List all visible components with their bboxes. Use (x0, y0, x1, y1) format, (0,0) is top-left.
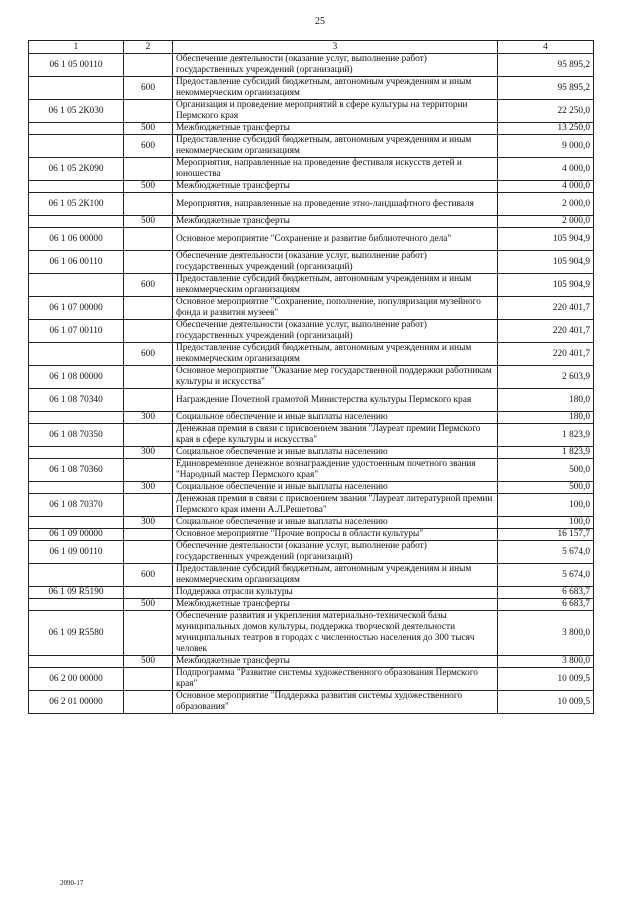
cell-amount: 500,0 (498, 459, 594, 482)
table-row (29, 482, 594, 494)
cell-amount: 5 674,0 (498, 541, 594, 564)
cell-amount: 1 823,9 (498, 424, 594, 447)
cell-expense-type (124, 459, 173, 482)
cell-amount: 220 401,7 (498, 297, 594, 320)
cell-code: 06 1 06 00110 (29, 251, 124, 274)
cell-expense-type (124, 494, 173, 517)
table-row (29, 274, 594, 297)
table-row (29, 611, 594, 656)
cell-code: 06 1 06 00000 (29, 228, 124, 251)
cell-name: Обеспечение развития и укрепления материально-технической базы муниципальных домов культуры, поддержка творческой деятельности муниципальных театров в городах с численностью населения до 300 тысяч человек (173, 611, 498, 656)
cell-name: Обеспечение деятельности (оказание услуг, выполнение работ) государственных учреждений (организаций) (173, 54, 498, 77)
cell-name: Межбюджетные трансферты (173, 599, 498, 611)
cell-name: Межбюджетные трансферты (173, 216, 498, 228)
table-row (29, 656, 594, 668)
cell-name: Основное мероприятие "Сохранение, пополнение, популяризация музейного фонда и развития музеев" (173, 297, 498, 320)
cell-name: Награждение Почетной грамотой Министерства культуры Пермского края (173, 389, 498, 412)
cell-amount: 9 000,0 (498, 135, 594, 158)
cell-amount: 500,0 (498, 482, 594, 494)
cell-expense-type: 600 (124, 343, 173, 366)
cell-name: Подпрограмма "Развитие системы художественного образования Пермского края" (173, 668, 498, 691)
cell-code: 06 1 05 2К100 (29, 193, 124, 216)
cell-code (29, 77, 124, 100)
cell-name: Организация и проведение мероприятий в сфере культуры на территории Пермского края (173, 100, 498, 123)
cell-expense-type: 300 (124, 412, 173, 424)
cell-code (29, 274, 124, 297)
cell-expense-type (124, 251, 173, 274)
cell-name: Основное мероприятие "Прочие вопросы в области культуры" (173, 529, 498, 541)
cell-expense-type (124, 297, 173, 320)
cell-expense-type: 600 (124, 564, 173, 587)
cell-expense-type (124, 366, 173, 389)
cell-amount: 2 000,0 (498, 216, 594, 228)
cell-code (29, 656, 124, 668)
footer-code: 2090-17 (60, 879, 84, 887)
table-row (29, 691, 594, 714)
table-row (29, 541, 594, 564)
cell-name: Обеспечение деятельности (оказание услуг, выполнение работ) государственных учреждений (организаций) (173, 541, 498, 564)
cell-name: Денежная премия в связи с присвоением звания "Лауреат премии Пермского края в сфере культуры и искусства" (173, 424, 498, 447)
cell-expense-type (124, 320, 173, 343)
cell-code: 06 1 07 00000 (29, 297, 124, 320)
cell-expense-type: 500 (124, 656, 173, 668)
table-row (29, 459, 594, 482)
cell-amount: 10 009,5 (498, 668, 594, 691)
cell-amount: 6 683,7 (498, 587, 594, 599)
cell-code (29, 216, 124, 228)
table-row (29, 517, 594, 529)
table-header-row (29, 41, 594, 54)
cell-amount: 180,0 (498, 389, 594, 412)
cell-name: Социальное обеспечение и иные выплаты населению (173, 482, 498, 494)
cell-amount: 1 823,9 (498, 447, 594, 459)
cell-expense-type (124, 389, 173, 412)
cell-amount: 3 800,0 (498, 611, 594, 656)
cell-name: Предоставление субсидий бюджетным, автономным учреждениям и иным некоммерческим организациям (173, 343, 498, 366)
cell-amount: 180,0 (498, 412, 594, 424)
cell-name: Мероприятия, направленные на проведение этно-ландшафтного фестиваля (173, 193, 498, 216)
cell-code: 06 1 08 70360 (29, 459, 124, 482)
cell-code (29, 564, 124, 587)
cell-amount: 95 895,2 (498, 77, 594, 100)
table-row (29, 320, 594, 343)
table-row (29, 297, 594, 320)
cell-amount: 95 895,2 (498, 54, 594, 77)
cell-amount: 5 674,0 (498, 564, 594, 587)
table-row (29, 181, 594, 193)
cell-expense-type: 300 (124, 517, 173, 529)
cell-code: 06 1 05 2К030 (29, 100, 124, 123)
table-row (29, 389, 594, 412)
cell-amount: 105 904,9 (498, 274, 594, 297)
cell-name: Мероприятия, направленные на проведение фестиваля искусств детей и юношества (173, 158, 498, 181)
cell-code: 06 1 09 00000 (29, 529, 124, 541)
cell-code: 06 1 08 70340 (29, 389, 124, 412)
table-row (29, 587, 594, 599)
table-row (29, 193, 594, 216)
budget-table (28, 40, 594, 714)
cell-expense-type (124, 611, 173, 656)
table-row (29, 668, 594, 691)
table-row (29, 366, 594, 389)
cell-amount: 100,0 (498, 517, 594, 529)
cell-amount: 3 800,0 (498, 656, 594, 668)
cell-expense-type (124, 100, 173, 123)
cell-expense-type (124, 54, 173, 77)
cell-name: Обеспечение деятельности (оказание услуг, выполнение работ) государственных учреждений (организаций) (173, 251, 498, 274)
cell-amount: 10 009,5 (498, 691, 594, 714)
cell-expense-type: 300 (124, 482, 173, 494)
table-row (29, 599, 594, 611)
cell-code: 06 1 05 2К090 (29, 158, 124, 181)
cell-expense-type: 600 (124, 77, 173, 100)
cell-expense-type: 500 (124, 123, 173, 135)
cell-amount: 220 401,7 (498, 320, 594, 343)
table-row (29, 123, 594, 135)
header-col-4: 4 (498, 41, 594, 54)
cell-name: Социальное обеспечение и иные выплаты населению (173, 517, 498, 529)
cell-name: Предоставление субсидий бюджетным, автономным учреждениям и иным некоммерческим организациям (173, 564, 498, 587)
table-row (29, 228, 594, 251)
page-number: 25 (315, 16, 325, 27)
cell-code: 06 1 07 00110 (29, 320, 124, 343)
cell-code (29, 123, 124, 135)
cell-name: Межбюджетные трансферты (173, 181, 498, 193)
cell-amount: 4 000,0 (498, 158, 594, 181)
table-row (29, 447, 594, 459)
cell-name: Денежная премия в связи с присвоением звания "Лауреат литературной премии Пермского края имени А.Л.Решетова" (173, 494, 498, 517)
cell-code: 06 2 01 00000 (29, 691, 124, 714)
cell-code: 06 1 09 R5190 (29, 587, 124, 599)
cell-code: 06 1 08 70350 (29, 424, 124, 447)
cell-expense-type: 300 (124, 447, 173, 459)
header-col-2: 2 (124, 41, 173, 54)
cell-expense-type: 600 (124, 135, 173, 158)
cell-expense-type: 600 (124, 274, 173, 297)
cell-amount: 105 904,9 (498, 228, 594, 251)
cell-expense-type: 500 (124, 216, 173, 228)
table-row (29, 529, 594, 541)
cell-expense-type: 500 (124, 181, 173, 193)
cell-name: Единовременное денежное вознаграждение удостоенным почетного звания "Народный мастер Пермского края" (173, 459, 498, 482)
cell-expense-type (124, 193, 173, 216)
table-row (29, 343, 594, 366)
cell-code (29, 599, 124, 611)
cell-amount: 100,0 (498, 494, 594, 517)
cell-name: Межбюджетные трансферты (173, 656, 498, 668)
cell-amount: 16 157,7 (498, 529, 594, 541)
cell-expense-type (124, 587, 173, 599)
cell-code: 06 1 08 70370 (29, 494, 124, 517)
cell-name: Поддержка отрасли культуры (173, 587, 498, 599)
cell-code (29, 482, 124, 494)
cell-expense-type (124, 228, 173, 251)
cell-amount: 105 904,9 (498, 251, 594, 274)
cell-expense-type (124, 424, 173, 447)
cell-amount: 220 401,7 (498, 343, 594, 366)
cell-name: Предоставление субсидий бюджетным, автономным учреждениям и иным некоммерческим организациям (173, 77, 498, 100)
cell-expense-type (124, 691, 173, 714)
cell-name: Основное мероприятие "Оказание мер государственной поддержки работникам культуры и искусства" (173, 366, 498, 389)
header-col-1: 1 (29, 41, 124, 54)
table-row (29, 424, 594, 447)
cell-expense-type (124, 668, 173, 691)
cell-code (29, 343, 124, 366)
cell-name: Социальное обеспечение и иные выплаты населению (173, 412, 498, 424)
cell-name: Предоставление субсидий бюджетным, автономным учреждениям и иным некоммерческим организациям (173, 135, 498, 158)
cell-expense-type: 500 (124, 599, 173, 611)
cell-amount: 13 250,0 (498, 123, 594, 135)
cell-amount: 2 603,9 (498, 366, 594, 389)
table-row (29, 216, 594, 228)
cell-name: Предоставление субсидий бюджетным, автономным учреждениям и иным некоммерческим организациям (173, 274, 498, 297)
cell-code: 06 1 09 00110 (29, 541, 124, 564)
cell-code (29, 517, 124, 529)
cell-code (29, 135, 124, 158)
cell-expense-type (124, 529, 173, 541)
cell-amount: 6 683,7 (498, 599, 594, 611)
table-row (29, 100, 594, 123)
cell-code: 06 1 09 R5580 (29, 611, 124, 656)
cell-amount: 22 250,0 (498, 100, 594, 123)
table-row (29, 564, 594, 587)
table-row (29, 77, 594, 100)
cell-name: Основное мероприятие "Сохранение и развитие библиотечного дела" (173, 228, 498, 251)
cell-amount: 2 000,0 (498, 193, 594, 216)
cell-amount: 4 000,0 (498, 181, 594, 193)
cell-name: Основное мероприятие "Поддержка развития системы художественного образования" (173, 691, 498, 714)
cell-expense-type (124, 158, 173, 181)
table-row (29, 251, 594, 274)
cell-code (29, 447, 124, 459)
table-row (29, 54, 594, 77)
table-row (29, 412, 594, 424)
cell-code (29, 181, 124, 193)
cell-name: Межбюджетные трансферты (173, 123, 498, 135)
table-row (29, 158, 594, 181)
cell-code: 06 2 00 00000 (29, 668, 124, 691)
cell-code: 06 1 05 00110 (29, 54, 124, 77)
cell-code (29, 412, 124, 424)
cell-code: 06 1 08 00000 (29, 366, 124, 389)
cell-expense-type (124, 541, 173, 564)
cell-name: Обеспечение деятельности (оказание услуг, выполнение работ) государственных учреждений (организаций) (173, 320, 498, 343)
cell-name: Социальное обеспечение и иные выплаты населению (173, 447, 498, 459)
header-col-3: 3 (173, 41, 498, 54)
table-body (29, 54, 594, 714)
table-row (29, 494, 594, 517)
table-row (29, 135, 594, 158)
